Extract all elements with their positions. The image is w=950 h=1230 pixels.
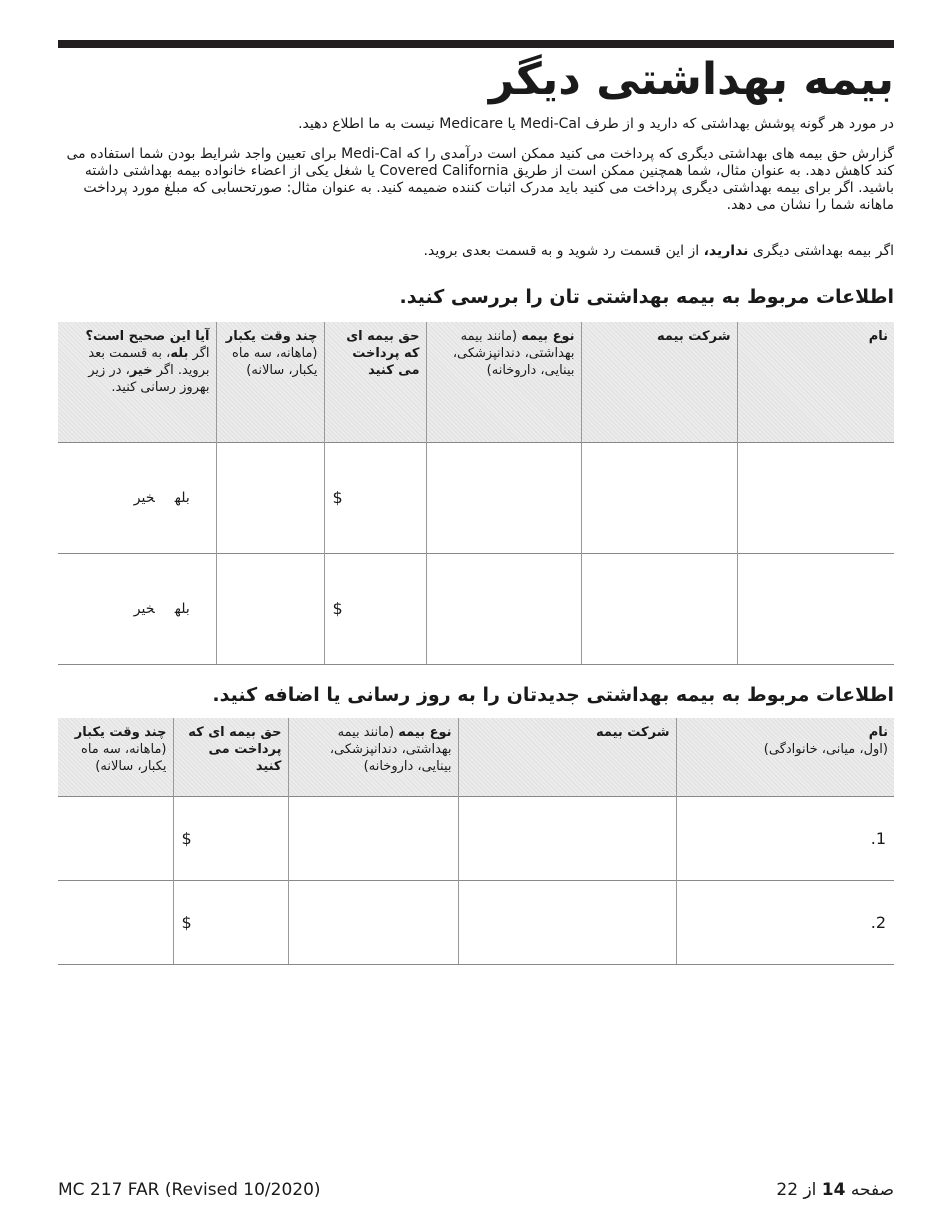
header-is-correct: آیا این صحیح است؟ اگر بله، به قسمت بعد بروید. اگر خیر، در زیر بهروز رسانی کنید. (58, 322, 216, 442)
no-option[interactable]: خیر (133, 600, 155, 617)
header-insurance-type: نوع بیمه (مانند بیمه بهداشتی، دندانپزشکی، بینایی، داروخانه) (288, 718, 458, 796)
table-row (58, 442, 894, 553)
correct-choice (58, 442, 216, 553)
header-premium: حق بیمه ای که پرداخت می کنید (173, 718, 288, 796)
company-field[interactable] (458, 880, 676, 964)
header-premium: حق بیمه ای که پرداخت می کنید (324, 322, 426, 442)
yes-option[interactable]: بله (174, 600, 190, 617)
insurance-type-field[interactable] (426, 553, 581, 664)
row-number: 1. (870, 828, 886, 848)
name-field[interactable] (737, 442, 894, 553)
correct-choice (58, 553, 216, 664)
name-field[interactable] (737, 553, 894, 664)
header-insurance-type: نوع بیمه (مانند بیمه بهداشتی، دندانپزشکی، بینایی، داروخانه) (426, 322, 581, 442)
top-rule (58, 40, 894, 48)
frequency-field[interactable] (58, 796, 173, 880)
currency-symbol: $ (332, 488, 343, 507)
insurance-type-field[interactable] (288, 796, 458, 880)
premium-field[interactable] (324, 442, 426, 553)
intro-paragraph-2: گزارش حق بیمه های بهداشتی دیگری که پرداخت می کنید ممکن است درآمدی را که Medi-Cal برای تعیین واجد شرایط بودن شما استفاده می کند کاهش دهد. به عنوان مثال، شما همچنین ممکن است از طریق Covered California یا شغل یکی از اعضاء خانواده بیمه بهداشتی داشته باشید. اگر برای بیمه بهداشتی دیگری پرداخت می کنید باید مدرک اثبات کننده ضمیمه کنید. به عنوان مثال: صورتحسابی که مبلغ مورد پرداخت ماهانه شما را نشان می دهد. (66, 146, 894, 213)
name-field[interactable] (676, 796, 894, 880)
table-row (58, 880, 894, 964)
currency-symbol: $ (181, 828, 192, 848)
header-name: نام (اول، میانی، خانوادگی) (676, 718, 894, 796)
premium-field[interactable] (173, 880, 288, 964)
header-company: شرکت بیمه (458, 718, 676, 796)
header-frequency: چند وقت یکبار (ماهانه، سه ماه یکبار، سالانه) (216, 322, 324, 442)
frequency-field[interactable] (216, 553, 324, 664)
page-indicator: صفحه 14 از 22 (776, 1180, 894, 1200)
currency-symbol: $ (332, 599, 343, 618)
name-field[interactable] (676, 880, 894, 964)
header-company: شرکت بیمه (581, 322, 737, 442)
review-insurance-table (58, 322, 894, 665)
insurance-type-field[interactable] (426, 442, 581, 553)
header-frequency: چند وقت یکبار (ماهانه، سه ماه یکبار، سالانه) (58, 718, 173, 796)
frequency-field[interactable] (58, 880, 173, 964)
company-field[interactable] (458, 796, 676, 880)
form-id: MC 217 FAR (Revised 10/2020) (58, 1180, 321, 1200)
frequency-field[interactable] (216, 442, 324, 553)
no-option[interactable]: خیر (133, 489, 155, 506)
table-row (58, 553, 894, 664)
premium-field[interactable] (173, 796, 288, 880)
row-number: 2. (870, 912, 886, 932)
update-insurance-table (58, 718, 894, 965)
yes-option[interactable]: بله (174, 489, 190, 506)
review-section-heading: اطلاعات مربوط به بیمه بهداشتی تان را بررسی کنید. (399, 286, 894, 308)
premium-field[interactable] (324, 553, 426, 664)
insurance-type-field[interactable] (288, 880, 458, 964)
table-row (58, 796, 894, 880)
intro-paragraph-1: در مورد هر گونه پوشش بهداشتی که دارید و از طرف Medi-Cal یا Medicare نیست به ما اطلاع دهید. (298, 116, 894, 132)
update-section-heading: اطلاعات مربوط به بیمه بهداشتی جدیدتان را به روز رسانی یا اضافه کنید. (212, 684, 894, 706)
company-field[interactable] (581, 442, 737, 553)
company-field[interactable] (581, 553, 737, 664)
review-table-header-row (58, 322, 894, 442)
intro-paragraph-3: اگر بیمه بهداشتی دیگری ندارید، از این قسمت رد شوید و به قسمت بعدی بروید. (423, 243, 894, 259)
update-table-header-row (58, 718, 894, 796)
page-title: بیمه بهداشتی دیگر (488, 54, 894, 105)
header-name: نام (737, 322, 894, 442)
currency-symbol: $ (181, 912, 192, 932)
